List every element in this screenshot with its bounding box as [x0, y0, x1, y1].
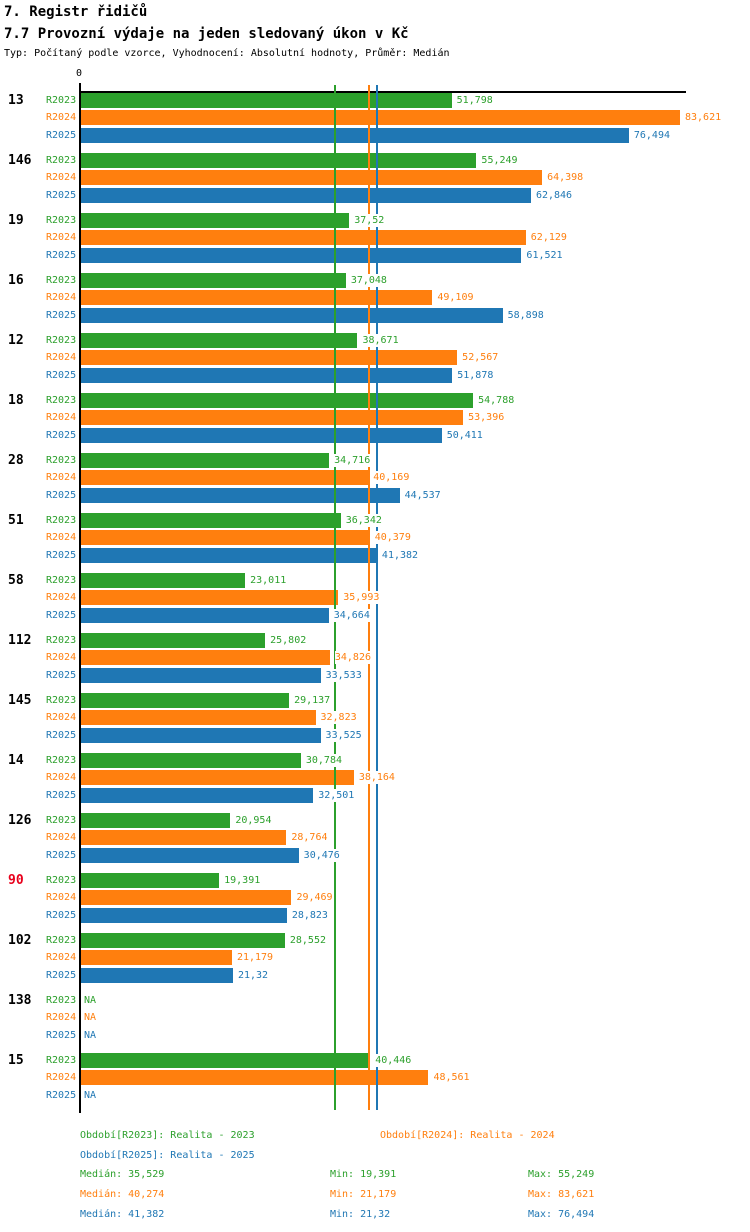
category-label: 58: [8, 573, 24, 588]
row-year-label: R2024: [46, 352, 77, 364]
bar: [81, 830, 286, 845]
category-label: 12: [8, 333, 24, 348]
row-year-label: R2024: [46, 952, 77, 964]
bar: [81, 93, 452, 108]
row-year-label: R2023: [46, 695, 77, 706]
stat-min-r2023: Min: 19,391: [330, 1169, 397, 1180]
row-year-label: R2023: [46, 515, 77, 526]
bar: [81, 110, 680, 125]
row-year-label: R2023: [46, 995, 77, 1006]
bar-value-label: 34,664: [333, 609, 370, 621]
row-year-label: R2023: [46, 395, 77, 406]
row-year-label: R2025: [46, 369, 77, 381]
bar: [81, 890, 291, 905]
row-year-label: R2025: [46, 729, 77, 741]
bar: [81, 873, 219, 888]
category-label: 14: [8, 753, 24, 768]
row-year-label: R2025: [46, 909, 77, 921]
bar-value-label: 28,823: [291, 909, 328, 921]
row-year-label: R2024: [46, 412, 77, 424]
median-line-r2023: [334, 85, 336, 1110]
bar-na-label: NA: [84, 1012, 97, 1024]
bar-value-label: 32,823: [320, 712, 357, 724]
bar: [81, 488, 400, 503]
row-year-label: R2023: [46, 215, 77, 226]
row-year-label: R2024: [46, 712, 77, 724]
row-year-label: R2023: [46, 275, 77, 286]
category-label: 16: [8, 273, 24, 288]
category-label: 19: [8, 213, 24, 228]
bar-value-label: 40,446: [375, 1055, 412, 1066]
bar-value-label: 33,533: [325, 669, 362, 681]
bar: [81, 170, 542, 185]
bar-value-label: 38,164: [358, 772, 395, 784]
category-label: 18: [8, 393, 24, 408]
chart-meta-line: Typ: Počítaný podle vzorce, Vyhodnocení: Absolutní hodnoty, Průměr: Medián: [4, 48, 450, 59]
bar: [81, 213, 349, 228]
bar: [81, 908, 287, 923]
bar-value-label: 34,716: [334, 455, 371, 466]
row-year-label: R2025: [46, 969, 77, 981]
bar-na-label: NA: [84, 995, 97, 1006]
stat-median-r2025: Medián: 41,382: [80, 1209, 165, 1220]
bar: [81, 813, 230, 828]
bar-value-label: 76,494: [633, 129, 670, 141]
row-year-label: R2023: [46, 935, 77, 946]
bar-value-label: 21,179: [236, 952, 274, 964]
row-year-label: R2023: [46, 815, 77, 826]
bar: [81, 393, 473, 408]
legend-item-r2024: Období[R2024]: Realita - 2024: [380, 1130, 555, 1141]
bar-na-label: NA: [84, 1029, 97, 1041]
bar: [81, 633, 265, 648]
bar-value-label: 37,52: [354, 215, 385, 226]
bar-value-label: 53,396: [468, 412, 505, 424]
category-label: 138: [8, 993, 32, 1008]
row-year-label: R2025: [46, 849, 77, 861]
stat-max-r2023: Max: 55,249: [528, 1169, 595, 1180]
row-year-label: R2023: [46, 155, 77, 166]
bar-value-label: 37,048: [350, 275, 387, 286]
bar: [81, 753, 301, 768]
row-year-label: R2025: [46, 1029, 77, 1041]
row-year-label: R2025: [46, 609, 77, 621]
bar-value-label: 36,342: [345, 515, 382, 526]
bar-value-label: 58,898: [507, 309, 544, 321]
row-year-label: R2023: [46, 1055, 77, 1066]
bar: [81, 848, 299, 863]
category-label: 90: [8, 873, 24, 888]
bar: [81, 770, 354, 785]
bar-value-label: 51,878: [457, 369, 494, 381]
row-year-label: R2025: [46, 309, 77, 321]
row-year-label: R2024: [46, 592, 77, 604]
row-year-label: R2024: [46, 112, 77, 124]
bar-value-label: 29,137: [294, 695, 331, 706]
row-year-label: R2025: [46, 189, 77, 201]
category-label: 13: [8, 93, 24, 108]
bar-value-label: 51,798: [456, 95, 493, 106]
stat-median-r2024: Medián: 40,274: [80, 1189, 165, 1200]
row-year-label: R2024: [46, 832, 77, 844]
bar: [81, 410, 463, 425]
bar-value-label: 35,993: [343, 592, 380, 604]
bar-value-label: 54,788: [478, 395, 515, 406]
bar: [81, 453, 329, 468]
bar-value-label: 49,109: [437, 292, 474, 304]
bar-na-label: NA: [84, 1089, 97, 1101]
bar: [81, 153, 476, 168]
row-year-label: R2024: [46, 652, 77, 664]
bar-value-label: 21,32: [237, 969, 269, 981]
bar-value-label: 30,784: [305, 755, 342, 766]
bar: [81, 650, 330, 665]
bar: [81, 513, 341, 528]
bar: [81, 368, 452, 383]
bar: [81, 188, 531, 203]
row-year-label: R2024: [46, 532, 77, 544]
bar-value-label: 50,411: [446, 429, 483, 441]
category-label: 51: [8, 513, 24, 528]
row-year-label: R2025: [46, 489, 77, 501]
bar: [81, 668, 321, 683]
row-year-label: R2025: [46, 1089, 77, 1101]
stat-min-r2024: Min: 21,179: [330, 1189, 397, 1200]
bar: [81, 128, 629, 143]
bar-value-label: 33,525: [325, 729, 362, 741]
chart-subtitle: 7.7 Provozní výdaje na jeden sledovaný úkon v Kč: [4, 26, 409, 42]
bar-value-label: 25,802: [270, 635, 307, 646]
bar-value-label: 20,954: [235, 815, 272, 826]
row-year-label: R2024: [46, 172, 77, 184]
bar-value-label: 29,469: [296, 892, 333, 904]
row-year-label: R2023: [46, 95, 77, 106]
row-year-label: R2024: [46, 232, 77, 244]
report-title: 7. Registr řidičů: [4, 4, 148, 20]
bar-value-label: 64,398: [547, 172, 584, 184]
category-label: 126: [8, 813, 32, 828]
bar-value-label: 38,671: [362, 335, 399, 346]
bar-value-label: 52,567: [462, 352, 499, 364]
stat-median-r2023: Medián: 35,529: [80, 1169, 165, 1180]
bar-value-label: 41,382: [381, 549, 419, 561]
bar: [81, 290, 432, 305]
bar: [81, 933, 285, 948]
bar-value-label: 48,561: [433, 1072, 470, 1084]
bar-value-label: 62,129: [530, 232, 567, 244]
bar: [81, 693, 289, 708]
row-year-label: R2023: [46, 875, 77, 886]
bar-value-label: 83,621: [685, 112, 722, 124]
bar: [81, 548, 377, 563]
bar-value-label: 34,826: [334, 652, 371, 664]
category-label: 112: [8, 633, 32, 648]
bar: [81, 590, 338, 605]
bar: [81, 273, 346, 288]
bar-value-label: 32,501: [318, 789, 355, 801]
row-year-label: R2024: [46, 892, 77, 904]
row-year-label: R2023: [46, 575, 77, 586]
x-axis-zero-tick-label: 0: [76, 68, 83, 79]
bar-value-label: 40,169: [373, 472, 410, 484]
bar-value-label: 55,249: [481, 155, 518, 166]
row-year-label: R2025: [46, 549, 77, 561]
bar: [81, 470, 368, 485]
row-year-label: R2024: [46, 292, 77, 304]
bar: [81, 728, 321, 743]
row-year-label: R2024: [46, 472, 77, 484]
category-label: 102: [8, 933, 32, 948]
bar: [81, 530, 370, 545]
row-year-label: R2025: [46, 429, 77, 441]
row-year-label: R2023: [46, 335, 77, 346]
stat-max-r2024: Max: 83,621: [528, 1189, 595, 1200]
bar: [81, 573, 245, 588]
bar-value-label: 28,552: [289, 935, 326, 946]
bar: [81, 428, 442, 443]
bar-value-label: 40,379: [374, 532, 411, 544]
row-year-label: R2024: [46, 772, 77, 784]
bar: [81, 230, 526, 245]
bar: [81, 350, 457, 365]
row-year-label: R2023: [46, 635, 77, 646]
row-year-label: R2025: [46, 249, 77, 261]
legend-item-r2023: Období[R2023]: Realita - 2023: [80, 1130, 255, 1141]
stat-max-r2025: Max: 76,494: [528, 1209, 595, 1220]
bar: [81, 308, 503, 323]
row-year-label: R2024: [46, 1012, 77, 1024]
bar: [81, 333, 357, 348]
bar-value-label: 44,537: [404, 489, 441, 501]
stat-min-r2025: Min: 21,32: [330, 1209, 391, 1220]
bar: [81, 788, 313, 803]
bar-value-label: 19,391: [224, 875, 261, 886]
bar: [81, 950, 232, 965]
bar-value-label: 28,764: [291, 832, 328, 844]
row-year-label: R2023: [46, 455, 77, 466]
bar: [81, 608, 329, 623]
bar: [81, 968, 233, 983]
legend-item-r2025: Období[R2025]: Realita - 2025: [80, 1150, 255, 1161]
row-year-label: R2025: [46, 129, 77, 141]
row-year-label: R2025: [46, 669, 77, 681]
category-label: 145: [8, 693, 32, 708]
category-label: 28: [8, 453, 24, 468]
bar-value-label: 62,846: [535, 189, 573, 201]
bar-value-label: 61,521: [526, 249, 563, 261]
category-label: 15: [8, 1053, 24, 1068]
bar: [81, 710, 316, 725]
row-year-label: R2024: [46, 1072, 77, 1084]
bar-value-label: 23,011: [250, 575, 287, 586]
row-year-label: R2023: [46, 755, 77, 766]
bar: [81, 248, 521, 263]
bar: [81, 1053, 370, 1068]
row-year-label: R2025: [46, 789, 77, 801]
category-label: 146: [8, 153, 32, 168]
bar-value-label: 30,476: [303, 849, 340, 861]
